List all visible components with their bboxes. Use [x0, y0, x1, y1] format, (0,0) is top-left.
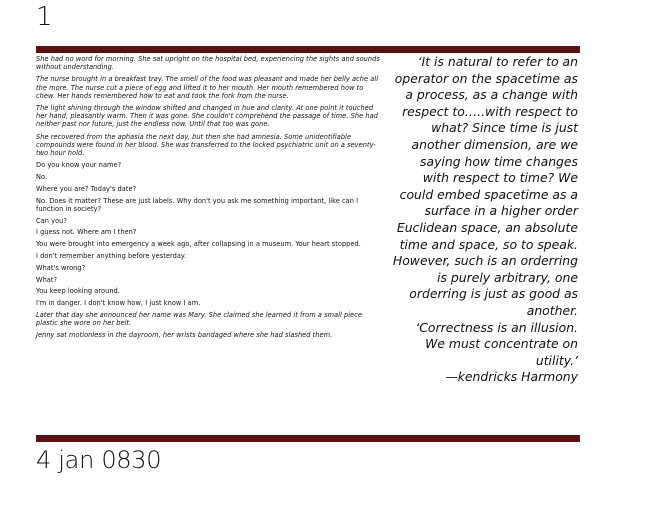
pull-quote — [392, 54, 578, 386]
story-paragraph: She had no word for morning. She sat upright on the hospital bed, experiencing the sights and sounds without understanding. — [36, 55, 380, 72]
dialogue-line: What? — [36, 275, 58, 284]
date-stamp: 4 jan 0830 — [36, 446, 162, 474]
dialogue-line: You keep looking around. — [36, 287, 120, 296]
dialogue-line: You were brought into emergency a week ago, after collapsing in a museum. Your heart stopped. — [36, 240, 361, 249]
quote-attribution: —kendricks Harmony — [445, 369, 578, 385]
story-column — [36, 55, 384, 344]
story-paragraph: The light shining through the window shifted and changed in hue and clarity. At one point it touched her hand, pleasantly warm. Then it was gone. She couldn't comprehend the passage of time. She had neither past nor future, just the endless now. Until that too was gone. — [36, 104, 378, 129]
dialogue-line: Do you know your name? — [36, 161, 122, 170]
story-paragraph: The nurse brought in a breakfast tray. The smell of the food was pleasant and made her belly ache all the more. The nurse cut a piece of egg and lifted it to her mouth. Her mouth remembered how to chew. Her hands remembered how to eat and took the fork from the nurse. — [36, 75, 379, 100]
story-paragraph: Jenny sat motionless in the dayroom, her wrists bandaged where she had slashed them. — [36, 331, 333, 340]
top-rule — [36, 46, 580, 53]
story-paragraph: Later that day she announced her name was Mary. She claimed she learned it from a small piece plastic she wore on her belt. — [36, 311, 363, 328]
dialogue-line: I guess not. Where am I then? — [36, 228, 137, 237]
dialogue-line: I'm in danger. I don't know how, I just know I am. — [36, 299, 201, 308]
story-paragraph: She recovered from the aphasia the next day, but then she had amnesia. Some unidentifiable compounds were found in her blood. She was transferred to the locked psychiatric unit on a seventy-two hour hold. — [36, 132, 376, 158]
dialogue-line: I don't remember anything before yesterday. — [36, 252, 187, 261]
quote-text: ‘It is natural to refer to an operator on the spacetime as a process, as a change with respect to…..with respect to what? Since time is just another dimension, are we saying how time changes with respect to time? We could embed spacetime as a surface in a higher order Euclidean space, an absolute time and space, so to speak. However, such is an orderring is purely arbitrary, one orderring is just as good as another. — [392, 54, 578, 318]
quote-text-2: ‘Correctness is an illusion. We must concentrate on utility.’ — [415, 319, 578, 368]
dialogue-line: What's wrong? — [36, 263, 86, 272]
dialogue-line: No. Does it matter? These are just labels. Why don't you ask me something important, like can I function in society? — [36, 196, 359, 213]
page-number: 1 — [36, 2, 53, 32]
dialogue-line: Can you? — [36, 216, 67, 225]
dialogue-line: Where you are? Today's date? — [36, 184, 137, 193]
dialogue-line: No. — [36, 173, 48, 182]
bottom-rule — [36, 435, 580, 442]
